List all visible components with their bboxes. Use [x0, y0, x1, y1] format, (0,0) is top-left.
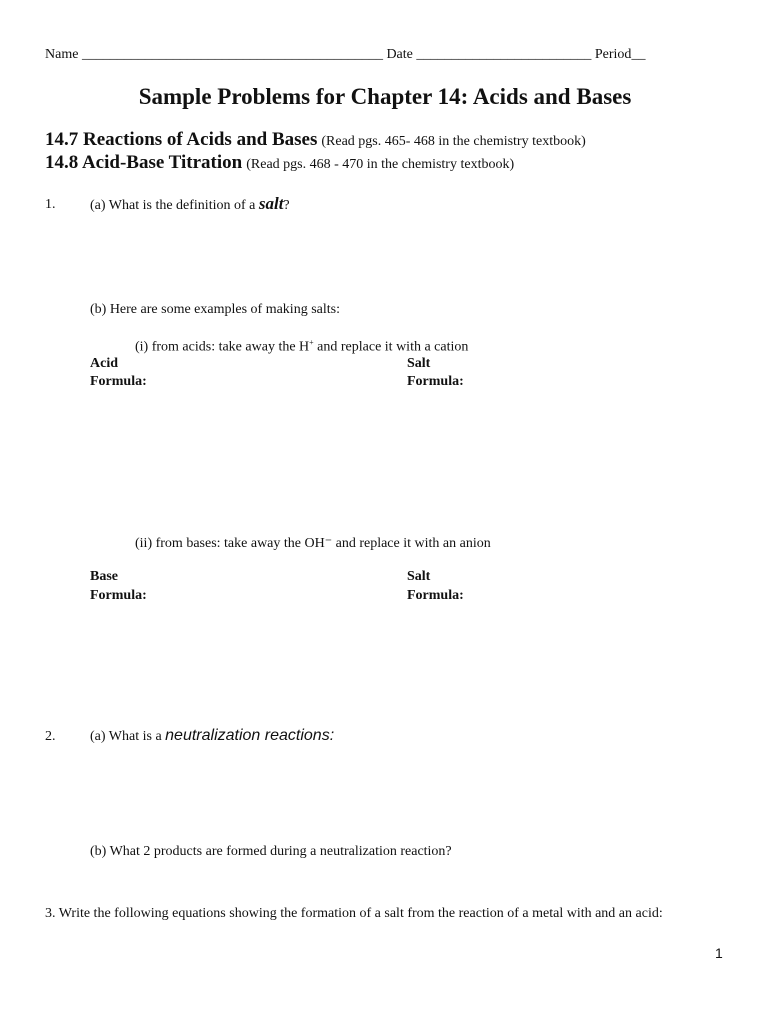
section-14-7	[45, 129, 586, 151]
q1a-text	[90, 194, 290, 214]
salt-label-2: Salt	[407, 569, 431, 584]
header-line	[45, 47, 645, 63]
base-formula-label: Formula:	[90, 588, 147, 603]
q2-number: 2.	[45, 729, 56, 744]
q1b-i-suffix: and replace it with a cation	[313, 339, 469, 355]
q1b-text: (b) Here are some examples of making salts:	[90, 302, 340, 317]
page-number: 1	[715, 945, 723, 961]
salt-formula-label: Formula:	[407, 374, 464, 389]
name-label: Name	[45, 47, 79, 62]
q2a-term: neutralization reactions:	[165, 727, 335, 744]
q3-text: 3. Write the following equations showing the formation of a salt from the reaction of a metal with and an acid:	[45, 906, 663, 921]
section-heading: 14.7 Reactions of Acids and Bases	[45, 129, 318, 150]
q1a-suffix: ?	[283, 198, 290, 213]
name-blank[interactable]: ___________________________________________	[81, 47, 383, 62]
q1a-term: salt	[258, 194, 284, 213]
acid-label: Acid	[90, 356, 118, 371]
q2a-text	[90, 727, 334, 745]
base-label: Base	[90, 569, 118, 584]
q1b-i-sup: +	[309, 338, 314, 347]
section-note: (Read pgs. 465- 468 in the chemistry textbook)	[321, 134, 586, 149]
acid-formula-label: Formula:	[90, 374, 147, 389]
date-blank[interactable]: _________________________	[416, 47, 592, 62]
section-heading: 14.8 Acid-Base Titration	[45, 152, 243, 173]
q1a-prefix: (a) What is the definition of a	[90, 198, 259, 213]
date-label: Date	[386, 47, 413, 62]
q1-number: 1.	[45, 197, 56, 212]
q1b-i-prefix: (i) from acids: take away the H	[135, 339, 310, 355]
salt-label: Salt	[407, 356, 431, 371]
q2b-text: (b) What 2 products are formed during a neutralization reaction?	[90, 844, 452, 859]
section-14-8	[45, 152, 514, 174]
page-title: Sample Problems for Chapter 14: Acids and Bases	[138, 84, 632, 109]
salt-formula-label-2: Formula:	[407, 588, 464, 603]
period-blank[interactable]: __	[631, 47, 646, 62]
section-note: (Read pgs. 468 - 470 in the chemistry textbook)	[246, 157, 515, 172]
q1b-ii-text: (ii) from bases: take away the OH⁻ and replace it with an anion	[135, 536, 491, 551]
q2a-prefix: (a) What is a	[90, 729, 166, 744]
q1b-i-text	[135, 338, 468, 356]
period-label: Period	[594, 47, 632, 62]
